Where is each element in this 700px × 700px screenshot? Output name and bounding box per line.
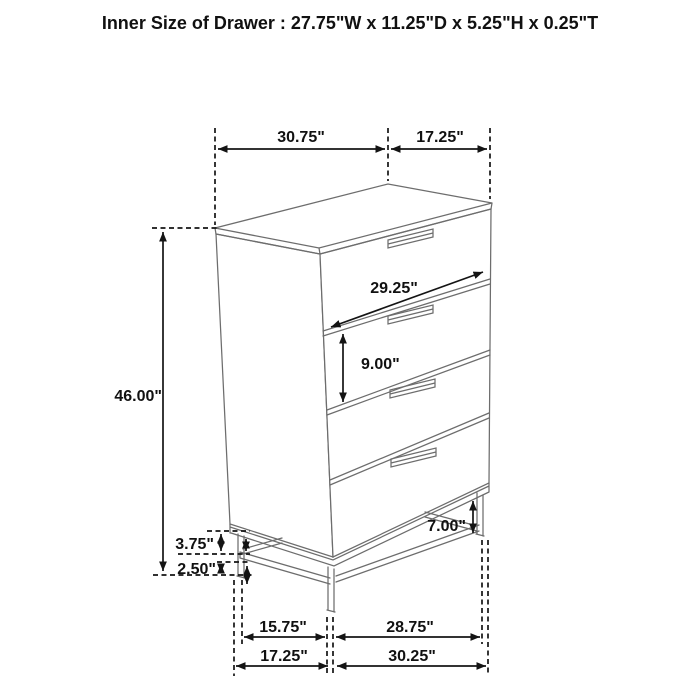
base-stretcher-left: [240, 552, 330, 584]
diagram-title: Inner Size of Drawer : 27.75"W x 11.25"D x 5.25"H x 0.25"T: [101, 13, 599, 33]
dim-label-top-width: 30.75": [277, 129, 325, 146]
dresser-drawing: [215, 184, 492, 612]
dim-label-base-outer-depth: 17.25": [260, 648, 308, 665]
dim-label-base-inner-width: 28.75": [386, 619, 434, 636]
dim-label-base-lower-gap: 2.50": [177, 561, 216, 578]
dim-label-overall-height: 46.00": [114, 388, 162, 405]
front-face: [320, 209, 491, 557]
base-leg-left: [237, 534, 245, 578]
dim-label-base-upper-gap: 3.75": [175, 536, 214, 553]
dim-label-base-height: 7.00": [427, 518, 466, 535]
dim-label-drawer-height: 9.00": [361, 356, 400, 373]
dim-label-top-depth: 17.25": [416, 129, 464, 146]
side-panel: [216, 234, 333, 557]
base-stretcher-back-left: [243, 538, 282, 554]
base-leg-front: [327, 567, 335, 612]
dim-label-drawer-width: 29.25": [370, 280, 418, 297]
base-leg-right: [476, 493, 484, 536]
dim-label-base-outer-width: 30.25": [388, 648, 436, 665]
dim-label-base-inner-depth: 15.75": [259, 619, 307, 636]
